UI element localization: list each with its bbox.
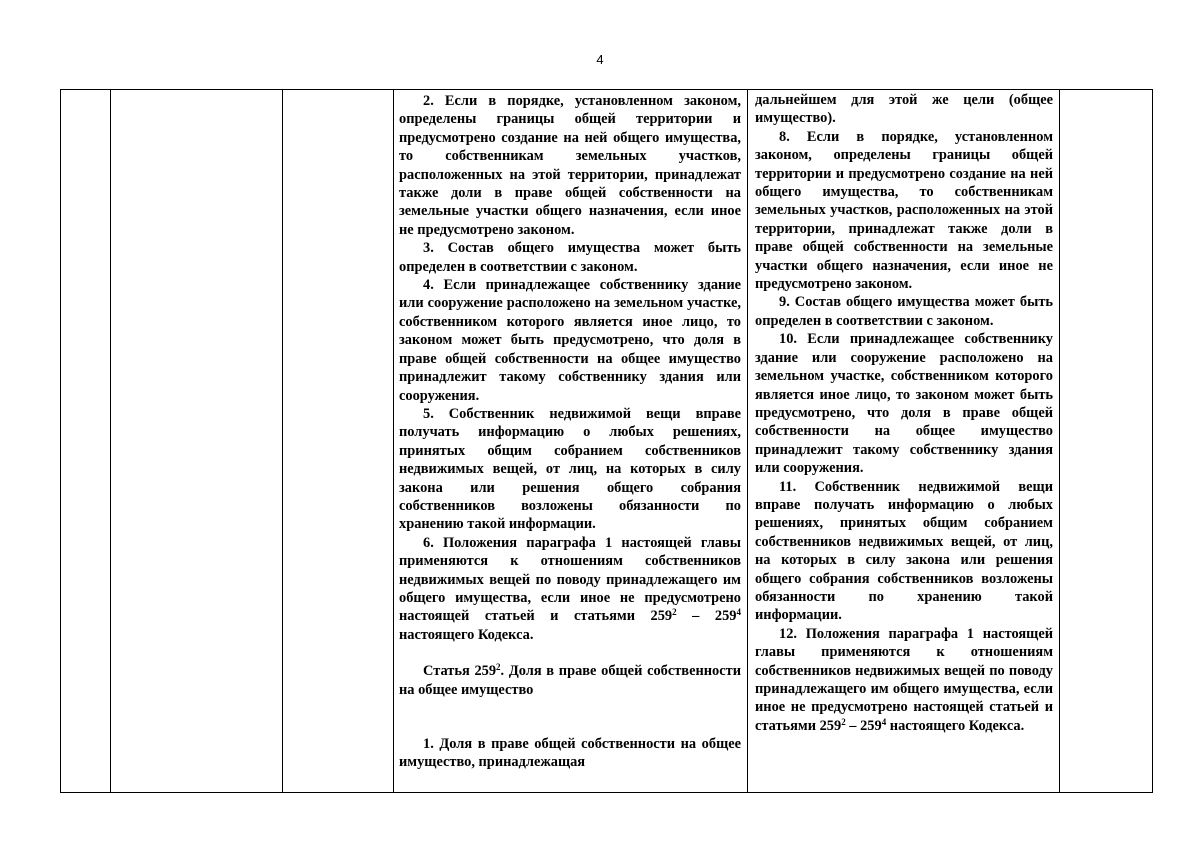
current-text-column xyxy=(399,92,741,792)
paragraph: 12. Положения параграфа 1 настоящей главы применяются к отношениям собственников недвижимых вещей по поводу принадлежащего им общего имущества, если иное не предусмотрено настоящей статьей и статьями $259^2 - 259^4$ настоящего Кодекса. xyxy=(755,625,1053,734)
paragraph: 11. Собственник недвижимой вещи вправе получать информацию о любых решениях, принятых общим собранием собственников недвижимых вещей, от лиц, на которых в силу закона или решения общего собрания собственников возложены обязанности по хранению такой информации. xyxy=(755,478,1053,624)
paragraph: 4. Если принадлежащее собственнику здание или сооружение расположено на земельном участке, собственником которого является иное лицо, то законом может быть предусмотрено, что доля в праве общей собственности на общее имущество принадлежит такому собственнику здания или сооружения. xyxy=(399,277,741,404)
article-heading: Статья $259^2$. Доля в праве общей собственности на общее имущество xyxy=(399,662,741,698)
page-number: 4 xyxy=(596,52,604,67)
paragraph: 1. Доля в праве общей собственности на общее имущество, принадлежащая xyxy=(399,736,741,771)
paragraph: 5. Собственник недвижимой вещи вправе получать информацию о любых решениях, принятых общим собранием собственников недвижимых вещей, от лиц, на которых в силу закона или решения общего собрания собственников возложены обязанности по хранению такой информации. xyxy=(399,405,741,533)
paragraph: дальнейшем для этой же цели (общее имущество). xyxy=(755,92,1053,127)
column-divider xyxy=(282,89,283,793)
column-divider xyxy=(747,89,748,793)
paragraph: 6. Положения параграфа 1 настоящей главы применяются к отношениям собственников недвижимых вещей по поводу принадлежащего им общего имущества, если иное не предусмотрено настоящей статьей и статьями $259^2 - 259^4$ настоящего Кодекса. xyxy=(399,534,741,643)
proposed-text-column xyxy=(755,91,1053,791)
paragraph: 2. Если в порядке, установленном законом, определены границы общей территории и предусмотрено создание на ней общего имущества, то собственникам земельных участков, расположенных на этой территории, принадлежат также доли в праве общей собственности на земельные участки общего назначения, если иное не предусмотрено законом. xyxy=(399,93,741,238)
column-divider xyxy=(1059,89,1060,793)
paragraph: 10. Если принадлежащее собственнику здание или сооружение расположено на земельном участке, собственником которого является иное лицо, то законом может быть предусмотрено, что доля в праве общей собственности на общее имущество принадлежит такому собственнику здания или сооружения. xyxy=(755,331,1053,477)
paragraph: 8. Если в порядке, установленном законом, определены границы общей территории и предусмотрено создание на ней общего имущества, то собственникам земельных участков, расположенных на этой территории, принадлежат также доли в праве общей собственности на земельные участки общего назначения, если иное не предусмотрено законом. xyxy=(755,128,1053,293)
paragraph: 3. Состав общего имущества может быть определен в соответствии с законом. xyxy=(399,240,741,275)
paragraph: 9. Состав общего имущества может быть определен в соответствии с законом. xyxy=(755,294,1053,329)
column-divider xyxy=(393,89,394,793)
column-divider xyxy=(110,89,111,793)
